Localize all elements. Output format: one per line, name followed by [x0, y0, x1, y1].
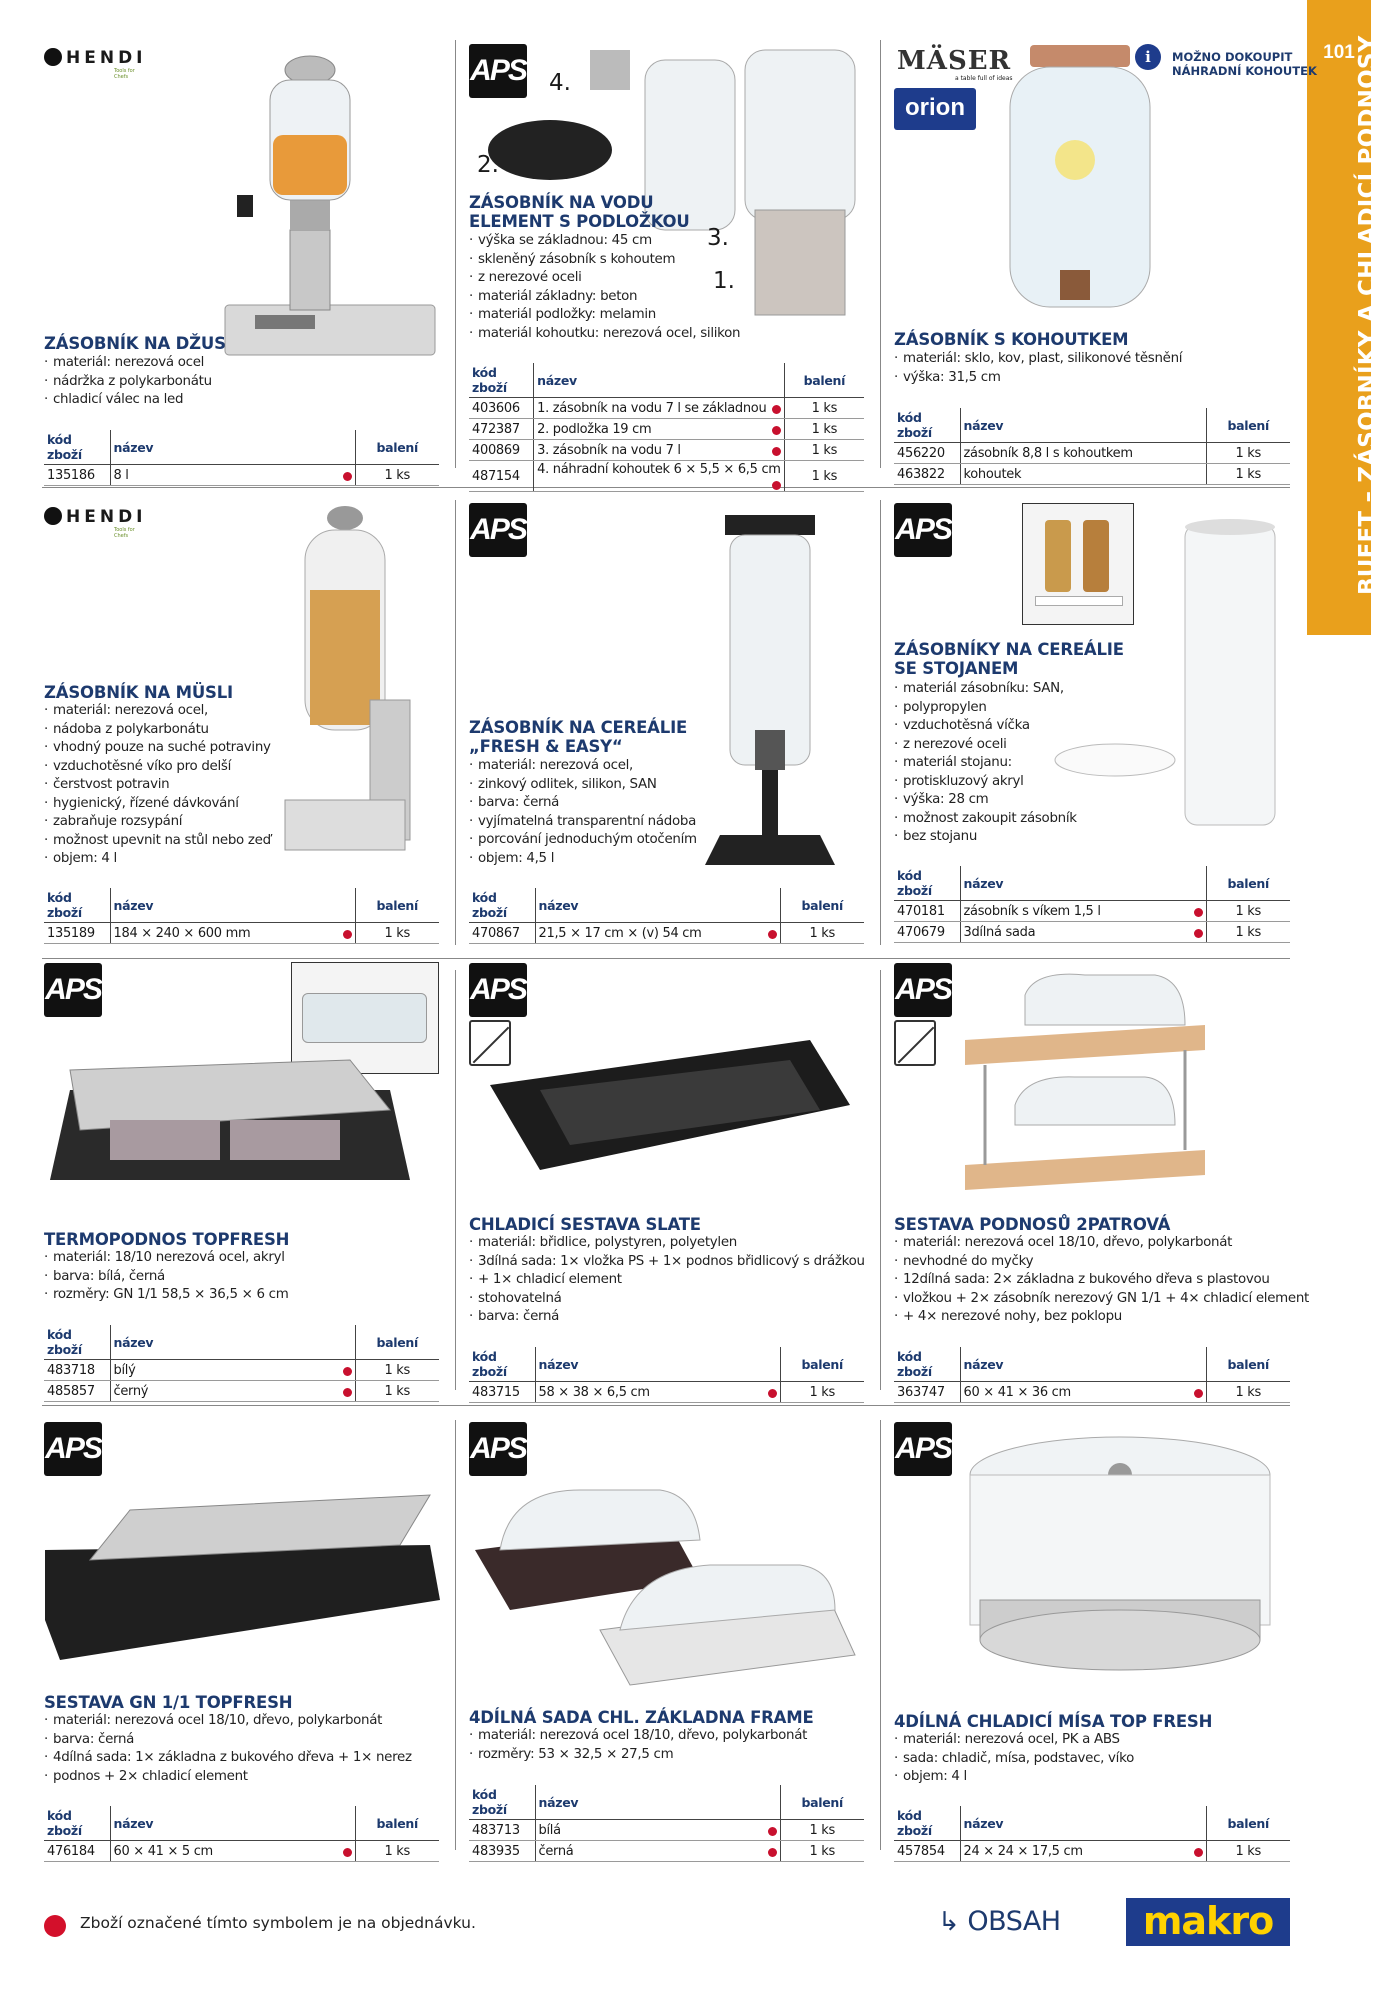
product-table: kód zboží název balení 483715 58 × 38 × 6,5 cm 1 ks: [469, 1347, 864, 1403]
callout-3: 3.: [707, 225, 729, 251]
order-symbol-icon: [343, 930, 352, 939]
glass-dispenser-image: [1000, 40, 1160, 330]
order-symbol-icon: [343, 1388, 352, 1397]
table-row: 485857 černý 1 ks: [44, 1381, 439, 1402]
table-row: 403606 1. zásobník na vodu 7 l se základnou 1 ks: [469, 398, 864, 419]
not-dishwasher-safe-icon: [894, 1020, 936, 1066]
info-icon: i: [1135, 44, 1161, 70]
feature: · bez stojanu: [894, 828, 1077, 847]
order-symbol-icon: [772, 481, 781, 490]
product-title: ZÁSOBNÍK NA VODU ELEMENT S PODLOŽKOU: [469, 193, 690, 231]
table-row: 470181 zásobník s víkem 1,5 l 1 ks: [894, 901, 1290, 922]
table-row: 483713 bílá 1 ks: [469, 1820, 864, 1841]
column-divider: [455, 500, 456, 945]
hendi-logo: HENDI Tools for Chefs: [44, 48, 147, 68]
order-symbol-icon: [768, 1848, 777, 1857]
aps-logo: APS: [894, 1422, 952, 1476]
feature: · 12dílná sada: 2× základna z bukového dřeva s plastovou: [894, 1271, 1309, 1290]
two-tier-tray-image: [955, 965, 1215, 1215]
feature: · vzduchotěsná víčka: [894, 717, 1077, 736]
feature-list: [44, 1712, 412, 1786]
table-row: 476184 60 × 41 × 5 cm 1 ks: [44, 1841, 439, 1862]
feature: · 3dílná sada: 1× vložka PS + 1× podnos břidlicový s drážkou: [469, 1253, 865, 1272]
feature: · materiál stojanu:: [894, 754, 1077, 773]
order-symbol-icon: [343, 1848, 352, 1857]
order-symbol-icon: [772, 405, 781, 414]
table-row: 483715 58 × 38 × 6,5 cm 1 ks: [469, 1382, 864, 1403]
feature: · objem: 4,5 l: [469, 850, 697, 869]
aps-logo: APS: [894, 503, 952, 557]
feature: · rozměry: GN 1/1 58,5 × 36,5 × 6 cm: [44, 1286, 288, 1305]
table-row: 463822 kohoutek 1 ks: [894, 464, 1290, 485]
feature: · porcování jednoduchým otočením: [469, 831, 697, 850]
feature: · materiál: sklo, kov, plast, silikonové těsnění: [894, 350, 1182, 369]
table-row: 135189 184 × 240 × 600 mm 1 ks: [44, 923, 439, 944]
product-title: ZÁSOBNÍK NA DŽUS: [44, 334, 226, 353]
feature-list: [44, 1249, 288, 1305]
feature: · materiál: nerezová ocel 18/10, dřevo, polykarbonát: [44, 1712, 412, 1731]
gn-set-image: [40, 1490, 440, 1660]
feature: · materiál: 18/10 nerezová ocel, akryl: [44, 1249, 288, 1268]
aps-logo: APS: [469, 44, 527, 98]
contents-link[interactable]: ↳ OBSAH: [938, 1906, 1061, 1937]
frame-set-image: [470, 1470, 860, 1685]
table-row: 470867 21,5 × 17 cm × (v) 54 cm 1 ks: [469, 923, 864, 944]
product-title: 4DÍLNÁ CHLADICÍ MÍSA TOP FRESH: [894, 1712, 1213, 1731]
feature: · z nerezové oceli: [894, 736, 1077, 755]
aps-logo: APS: [469, 503, 527, 557]
feature: · barva: černá: [469, 1308, 865, 1327]
feature: · hygienický, řízené dávkování: [44, 795, 271, 814]
product-table: kód zboží název balení 483718 bílý 1 ks 485857 černý 1 ks: [44, 1325, 439, 1402]
table-row: 472387 2. podložka 19 cm 1 ks: [469, 419, 864, 440]
product-table: kód zboží název balení 403606 1. zásobník na vodu 7 l se základnou 1 ks 472387 2. podložka 19 cm 1 ks 400869 3. zásobník na vodu 7 l 1 ks 487154 4. náhradní kohoutek 6 × 5,5 × 6,5 cm 1 ks: [469, 363, 864, 492]
feature: · materiál: nerezová ocel,: [469, 757, 697, 776]
hendi-logo: HENDI Tools for Chefs: [44, 507, 147, 527]
order-symbol-icon: [768, 930, 777, 939]
product-table: kód zboží název balení 135189 184 × 240 × 600 mm 1 ks: [44, 888, 439, 944]
info-note: MOŽNO DOKOUPIT NÁHRADNÍ KOHOUTEK: [1172, 50, 1317, 78]
table-row: 456220 zásobník 8,8 l s kohoutkem 1 ks: [894, 443, 1290, 464]
column-divider: [880, 40, 881, 468]
feature: · skleněný zásobník s kohoutem: [469, 251, 740, 270]
feature: · barva: bílá, černá: [44, 1268, 288, 1287]
product-table: kód zboží název balení 476184 60 × 41 × 5 cm 1 ks: [44, 1806, 439, 1862]
feature: · protiskluzový akryl: [894, 773, 1077, 792]
maser-tagline: a table full of ideas: [955, 75, 1013, 82]
order-symbol-icon: [343, 1367, 352, 1376]
section-tab-label: BUFET – ZÁSOBNÍKY A CHLADICÍ PODNOSY: [1355, 35, 1381, 595]
order-symbol-icon: [1194, 1389, 1203, 1398]
column-divider: [880, 970, 881, 1390]
feature: · sada: chladič, mísa, podstavec, víko: [894, 1750, 1134, 1769]
row-divider: [42, 1405, 1290, 1406]
feature-list: [469, 1727, 807, 1764]
product-title: SESTAVA GN 1/1 TOPFRESH: [44, 1693, 293, 1712]
feature: · nádržka z polykarbonátu: [44, 373, 212, 392]
feature: · materiál zásobníku: SAN,: [894, 680, 1077, 699]
cooling-bowl-image: [960, 1420, 1280, 1680]
column-divider: [880, 500, 881, 945]
product-table: kód zboží název balení 456220 zásobník 8,8 l s kohoutkem 1 ks 463822 kohoutek 1 ks: [894, 408, 1290, 485]
feature: · výška: 28 cm: [894, 791, 1077, 810]
feature: · 4dílná sada: 1× základna z bukového dřeva + 1× nerez: [44, 1749, 412, 1768]
feature-list: [44, 702, 271, 869]
feature: · z nerezové oceli: [469, 269, 740, 288]
column-divider: [880, 1420, 881, 1850]
table-row: 135186 8 l 1 ks: [44, 465, 439, 486]
feature: · rozměry: 53 × 32,5 × 27,5 cm: [469, 1746, 807, 1765]
feature: · výška se základnou: 45 cm: [469, 232, 740, 251]
order-symbol-icon: [768, 1827, 777, 1836]
slate-set-image: [480, 1035, 860, 1175]
product-table: kód zboží název balení 483713 bílá 1 ks 483935 černá 1 ks: [469, 1785, 864, 1862]
aps-logo: APS: [469, 1422, 527, 1476]
table-row: 400869 3. zásobník na vodu 7 l 1 ks: [469, 440, 864, 461]
footer-note: Zboží označené tímto symbolem je na objednávku.: [80, 1914, 476, 1932]
feature: · materiál: nerezová ocel,: [44, 702, 271, 721]
product-table: kód zboží název balení 363747 60 × 41 × 36 cm 1 ks: [894, 1347, 1290, 1403]
feature: · materiál podložky: melamin: [469, 306, 740, 325]
orion-logo: orion: [894, 88, 976, 130]
aps-logo: APS: [469, 963, 527, 1017]
cereal-dispenser-image: [700, 500, 850, 870]
col-name: název: [110, 430, 355, 465]
page-number: 101: [1323, 42, 1355, 63]
feature: · vzduchotěsné víko pro delší: [44, 758, 271, 777]
aps-logo: APS: [894, 963, 952, 1017]
row-divider: [42, 958, 1290, 959]
order-symbol-icon: [1194, 929, 1203, 938]
product-title: CHLADICÍ SESTAVA SLATE: [469, 1215, 701, 1234]
feature: · nevhodné do myčky: [894, 1253, 1309, 1272]
product-title: SESTAVA PODNOSŮ 2PATROVÁ: [894, 1215, 1171, 1234]
product-table: kód zboží název balení 470867 21,5 × 17 cm × (v) 54 cm 1 ks: [469, 888, 864, 944]
feature-list: [894, 350, 1182, 387]
order-symbol-icon: [772, 447, 781, 456]
feature-list: [894, 1731, 1134, 1787]
feature: · objem: 4 l: [894, 1768, 1134, 1787]
product-table: [44, 430, 439, 486]
column-divider: [455, 1420, 456, 1850]
feature: · zinkový odlitek, silikon, SAN: [469, 776, 697, 795]
callout-2: 2.: [477, 152, 499, 178]
aps-logo: APS: [44, 963, 102, 1017]
feature: · polypropylen: [894, 699, 1077, 718]
feature: · možnost upevnit na stůl nebo zeď: [44, 832, 271, 851]
feature: · nádoba z polykarbonátu: [44, 721, 271, 740]
feature-list: [469, 1234, 865, 1327]
feature: · + 4× nerezové nohy, bez poklopu: [894, 1308, 1309, 1327]
column-divider: [455, 40, 456, 468]
feature: · stohovatelná: [469, 1290, 865, 1309]
thermo-tray-image: [50, 1030, 410, 1220]
callout-4: 4.: [549, 70, 571, 96]
feature: · materiál základny: beton: [469, 288, 740, 307]
order-symbol-icon: [1194, 908, 1203, 917]
feature: · materiál: nerezová ocel, PK a ABS: [894, 1731, 1134, 1750]
feature: · materiál: nerezová ocel 18/10, dřevo, polykarbonát: [469, 1727, 807, 1746]
product-table: kód zboží název balení 470181 zásobník s víkem 1,5 l 1 ks 470679 3dílná sada 1 ks: [894, 866, 1290, 943]
feature: · materiál: nerezová ocel 18/10, dřevo, polykarbonát: [894, 1234, 1309, 1253]
feature-list: [44, 354, 212, 410]
feature: · materiál: nerezová ocel: [44, 354, 212, 373]
feature: · vložkou + 2× zásobník nerezový GN 1/1 + 4× chladicí element: [894, 1290, 1309, 1309]
order-symbol-icon: [1194, 1848, 1203, 1857]
muesli-dispenser-image: [275, 500, 435, 860]
feature-list: [894, 1234, 1309, 1327]
feature: · barva: černá: [44, 1731, 412, 1750]
product-title: TERMOPODNOS TOPFRESH: [44, 1230, 290, 1249]
feature-list: [469, 757, 697, 868]
feature: · materiál: břidlice, polystyren, polyetylen: [469, 1234, 865, 1253]
column-divider: [455, 970, 456, 1390]
feature: · vyjímatelná transparentní nádoba: [469, 813, 697, 832]
aps-logo: APS: [44, 1422, 102, 1476]
feature: · výška: 31,5 cm: [894, 369, 1182, 388]
feature: · zabraňuje rozsypání: [44, 813, 271, 832]
order-symbol-icon: [772, 426, 781, 435]
return-arrow-icon: ↳: [938, 1907, 960, 1937]
table-row: 363747 60 × 41 × 36 cm 1 ks: [894, 1382, 1290, 1403]
feature: · objem: 4 l: [44, 850, 271, 869]
feature: · materiál kohoutku: nerezová ocel, silikon: [469, 325, 740, 344]
order-symbol-icon: [343, 472, 352, 481]
table-row: 483718 bílý 1 ks: [44, 1360, 439, 1381]
product-title: 4DÍLNÁ SADA CHL. ZÁKLADNA FRAME: [469, 1708, 814, 1727]
order-symbol-icon: [44, 1915, 66, 1937]
feature: · chladicí válec na led: [44, 391, 212, 410]
feature: · podnos + 2× chladicí element: [44, 1768, 412, 1787]
feature: · barva: černá: [469, 794, 697, 813]
col-pack: balení: [355, 430, 439, 465]
product-table: kód zboží název balení 457854 24 × 24 × 17,5 cm 1 ks: [894, 1806, 1290, 1862]
col-code: kód zboží: [44, 430, 110, 465]
feature: · + 1× chladicí element: [469, 1271, 865, 1290]
product-title: ZÁSOBNÍK NA MÜSLI: [44, 683, 233, 702]
callout-1: 1.: [713, 268, 735, 294]
juice-dispenser-image: [215, 40, 445, 360]
section-tab: [1307, 0, 1381, 635]
product-title: ZÁSOBNÍK NA CEREÁLIE „FRESH & EASY“: [469, 718, 688, 756]
order-symbol-icon: [768, 1389, 777, 1398]
table-row: 487154 4. náhradní kohoutek 6 × 5,5 × 6,5 cm 1 ks: [469, 461, 864, 492]
feature-list: [469, 232, 740, 343]
product-title: ZÁSOBNÍKY NA CEREÁLIE SE STOJANEM: [894, 640, 1124, 678]
makro-logo: makro: [1126, 1898, 1290, 1946]
feature: · vhodný pouze na suché potraviny: [44, 739, 271, 758]
table-row: 483935 černá 1 ks: [469, 1841, 864, 1862]
feature-list: [894, 680, 1077, 847]
feature: · čerstvost potravin: [44, 776, 271, 795]
maser-logo: MÄSER: [897, 46, 1012, 76]
feature: · možnost zakoupit zásobník: [894, 810, 1077, 829]
table-row: 470679 3dílná sada 1 ks: [894, 922, 1290, 943]
product-title: ZÁSOBNÍK S KOHOUTKEM: [894, 330, 1129, 349]
table-row: 457854 24 × 24 × 17,5 cm 1 ks: [894, 1841, 1290, 1862]
